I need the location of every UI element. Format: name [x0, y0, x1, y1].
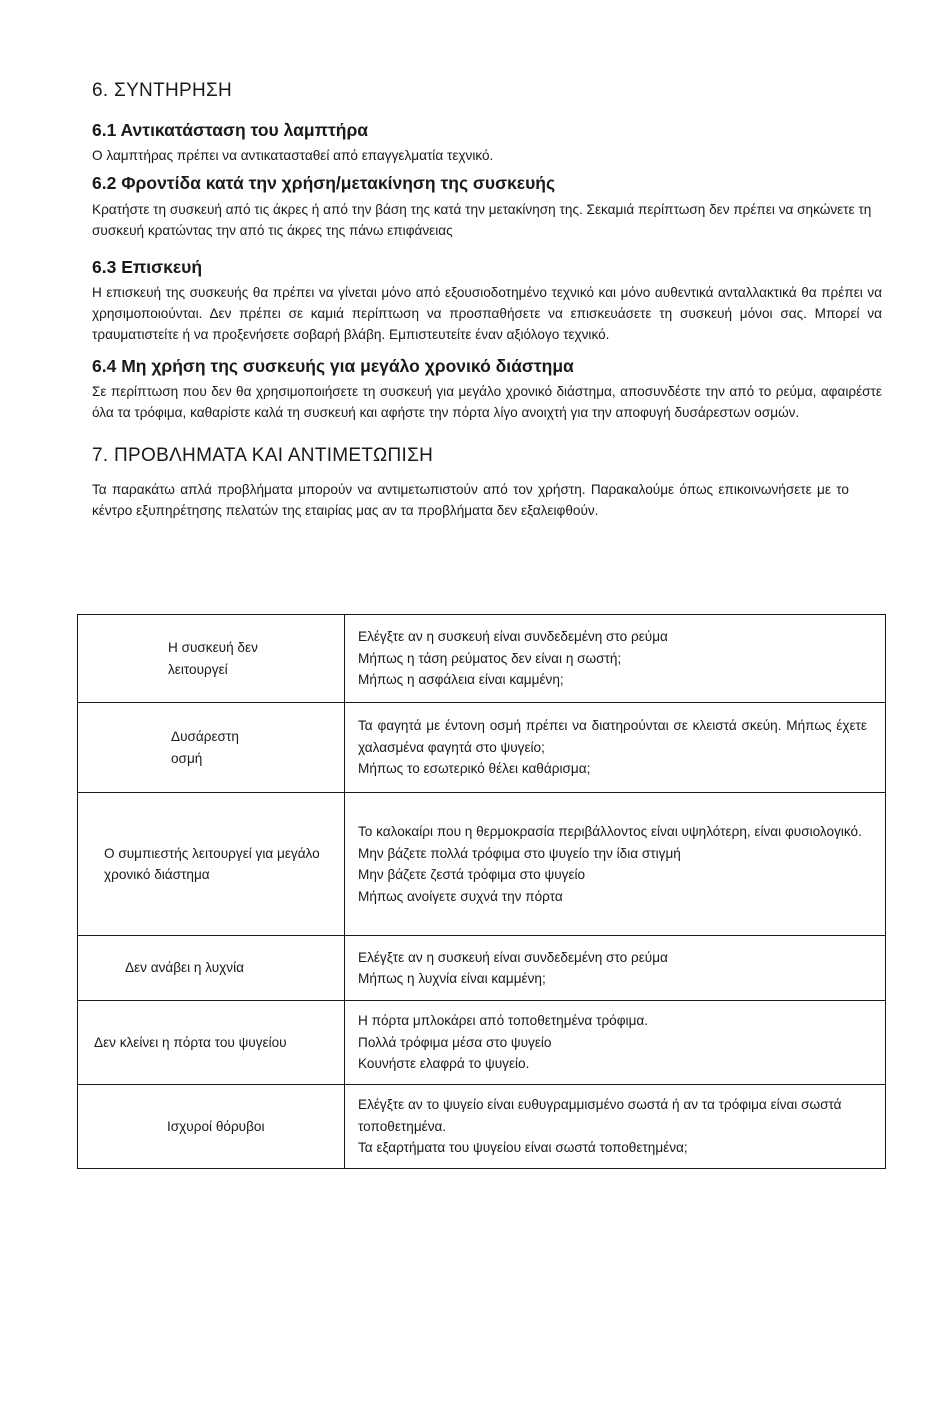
problem-cell: [78, 615, 345, 703]
section-7-title: 7. ΠΡΟΒΛΗΜΑΤΑ ΚΑΙ ΑΝΤΙΜΕΤΩΠΙΣΗ: [92, 445, 434, 466]
remedy-line: Τα φαγητά με έντονη οσμή πρέπει να διατηρούνται σε κλειστά σκεύη. Μήπως έχετε χαλασμένα φαγητά στο ψυγείο;: [358, 718, 867, 755]
section-6-4-text: Σε περίπτωση που δεν θα χρησιμοποιήσετε τη συσκευή για μεγάλο χρονικό διάστημα, αποσυνδέστε την από το ρεύμα, αφαιρέστε όλα τα τρόφιμα, καθαρίστε καλά τη συσκευή και αφήστε την πόρτα λίγο ανοιχτή για την αποφυγή δυσάρεστων οσμών.: [92, 384, 882, 420]
document-page: [92, 78, 882, 521]
remedy-line: Μήπως το εσωτερικό θέλει καθάρισμα;: [358, 761, 591, 777]
remedy-line: Ελέγξτε αν το ψυγείο είναι ευθυγραμμισμένο σωστά ή αν τα τρόφιμα είναι σωστά τοποθετημένα.: [358, 1097, 842, 1134]
troubleshooting-table: [77, 614, 886, 1169]
remedy-cell: [345, 703, 886, 793]
problem-text: Δυσάρεστη οσμή: [171, 729, 239, 766]
remedy-line: Μήπως ανοίγετε συχνά την πόρτα: [358, 888, 563, 904]
remedy-line: Μην βάζετε ζεστά τρόφιμα στο ψυγείο: [358, 867, 586, 882]
section-6-3-title: 6.3 Επισκευή: [92, 257, 203, 277]
problem-cell: [78, 793, 345, 936]
problem-cell: [78, 1001, 345, 1085]
table-row: [78, 793, 886, 936]
remedy-line: Ελέγξτε αν η συσκευή είναι συνδεδεμένη στο ρεύμα: [358, 949, 668, 965]
remedy-line: Πολλά τρόφιμα μέσα στο ψυγείο: [358, 1034, 552, 1050]
remedy-line: Τα εξαρτήματα του ψυγείου είναι σωστά τοποθετημένα;: [358, 1140, 688, 1156]
table-row: [78, 703, 886, 793]
table-row: [78, 1001, 886, 1085]
remedy-line: Μην βάζετε πολλά τρόφιμα στο ψυγείο την ίδια στιγμή: [358, 845, 681, 861]
section-6-title: 6. ΣΥΝΤΗΡΗΣΗ: [92, 80, 233, 101]
section-6-2-title: 6.2 Φροντίδα κατά την χρήση/μετακίνηση της συσκευής: [92, 173, 556, 193]
problem-text: Η συσκευή δεν λειτουργεί: [168, 640, 258, 677]
remedy-line: Η πόρτα μπλοκάρει από τοποθετημένα τρόφιμα.: [358, 1013, 649, 1029]
section-6-3-text: Η επισκευή της συσκευής θα πρέπει να γίνεται μόνο από εξουσιοδοτημένο τεχνικό και μόνο αυθεντικά ανταλλακτικά θα πρέπει να χρησιμοποιούνται. Δεν πρέπει σε καμιά περίπτωση να προσπαθήσετε να επισκευάσετε τη συσκευή μόνοι σας. Μπορεί να τραυματιστείτε ή να προξενήσετε σοβαρή βλάβη. Εμπιστευτείτε έναν αξιόλογο τεχνικό.: [92, 285, 882, 342]
remedy-cell: [345, 936, 886, 1001]
problem-cell: [78, 1085, 345, 1169]
section-6-1-title: 6.1 Αντικατάσταση του λαμπτήρα: [92, 120, 369, 140]
problem-text: Ο συμπιεστής λειτουργεί για μεγάλο χρονικό διάστημα: [104, 845, 320, 882]
problem-text: Ισχυροί θόρυβοι: [167, 1118, 265, 1134]
remedy-cell: [345, 1001, 886, 1085]
section-6-4-title: 6.4 Μη χρήση της συσκευής για μεγάλο χρονικό διάστημα: [92, 356, 574, 376]
section-6-2-text: Κρατήστε τη συσκευή από τις άκρες ή από την βάση της κατά την μετακίνηση της. Σεκαμιά περίπτωση δεν πρέπει να σηκώνετε τη συσκευή κρατώντας την από τις άκρες της πάνω επιφάνειας: [92, 202, 872, 238]
remedy-line: Μήπως η τάση ρεύματος δεν είναι η σωστή;: [358, 650, 622, 666]
remedy-line: Μήπως η ασφάλεια είναι καμμένη;: [358, 672, 564, 688]
remedy-line: Το καλοκαίρι που η θερμοκρασία περιβάλλοντος είναι υψηλότερη, είναι φυσιολογικό.: [358, 824, 862, 839]
remedy-line: Κουνήστε ελαφρά το ψυγείο.: [358, 1056, 530, 1072]
section-7-intro: Τα παρακάτω απλά προβλήματα μπορούν να αντιμετωπιστούν από τον χρήστη. Παρακαλούμε όπως επικοινωνήσετε με το κέντρο εξυπηρέτησης πελατών της εταιρίας μας αν τα προβλήματα δεν εξαλειφθούν.: [92, 482, 849, 518]
table-row: [78, 615, 886, 703]
remedy-cell: [345, 615, 886, 703]
remedy-cell: [345, 793, 886, 936]
problem-cell: [78, 703, 345, 793]
problem-text: Δεν ανάβει η λυχνία: [125, 960, 244, 976]
section-6-1-text: Ο λαμπτήρας πρέπει να αντικατασταθεί από επαγγελματία τεχνικό.: [92, 148, 494, 163]
problem-cell: [78, 936, 345, 1001]
remedy-line: Μήπως η λυχνία είναι καμμένη;: [358, 971, 546, 986]
problem-text: Δεν κλείνει η πόρτα του ψυγείου: [94, 1034, 287, 1050]
table-row: [78, 936, 886, 1001]
table-row: [78, 1085, 886, 1169]
remedy-line: Ελέγξτε αν η συσκευή είναι συνδεδεμένη στο ρεύμα: [358, 629, 668, 645]
remedy-cell: [345, 1085, 886, 1169]
